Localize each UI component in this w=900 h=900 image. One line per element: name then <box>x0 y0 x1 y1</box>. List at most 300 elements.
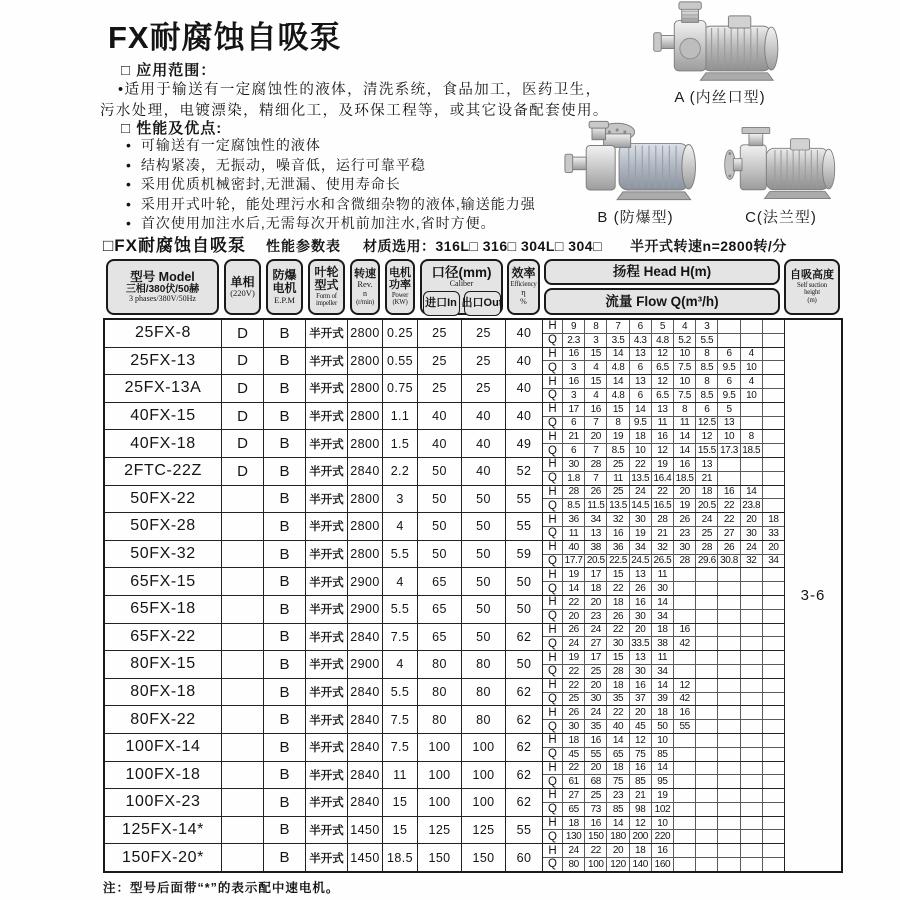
single-phase-cell <box>222 624 264 651</box>
hq-value-cell: 35 <box>585 720 607 733</box>
impeller-type-cell: 半开式 <box>306 458 348 485</box>
hq-value-cell: 14 <box>674 430 696 443</box>
hq-value-cell: 21 <box>696 472 718 485</box>
hq-value-cell: 20 <box>630 624 652 637</box>
hq-label-cell: Q <box>543 472 563 485</box>
flow-subrow <box>543 665 784 678</box>
inlet-cell: 25 <box>418 375 462 402</box>
speed-cell: 2800 <box>348 375 383 402</box>
col-header-head-label: 扬程 Head H(m) <box>612 264 712 280</box>
hq-value-cell: 21 <box>563 430 585 443</box>
hq-value-cell: 15 <box>607 651 629 664</box>
pump-photo-threaded-icon <box>650 0 790 84</box>
flow-subrow <box>543 361 784 374</box>
single-phase-cell <box>222 844 264 871</box>
hq-value-cell: 6 <box>718 348 740 361</box>
col-header-efficiency-en: Efficiency <box>510 280 537 288</box>
hq-value-cell: 11 <box>652 417 674 430</box>
hq-value-cell: 8 <box>696 348 718 361</box>
hq-value-cell: 23 <box>585 610 607 623</box>
hq-value-cell: 26 <box>718 541 740 554</box>
hq-value-cell: 33 <box>768 527 779 539</box>
epm-motor-cell: B <box>264 596 306 623</box>
hq-value-cell: 32 <box>741 555 763 568</box>
hq-value-cell: 26 <box>585 486 607 499</box>
table-row <box>105 844 784 871</box>
efficiency-cell: 62 <box>506 624 543 651</box>
table-row <box>105 596 784 624</box>
epm-motor-cell: B <box>264 844 306 871</box>
hq-value-cell: 7.5 <box>674 389 696 402</box>
hq-value-cell: 22 <box>652 486 674 499</box>
col-header-caliber-en: Caliber <box>449 279 474 289</box>
hq-value-cell: 6.5 <box>652 389 674 402</box>
hq-value-cell <box>718 320 740 333</box>
hq-value-cell <box>674 762 696 775</box>
col-header-model-en: 3 phases/380V/50Hz <box>129 294 196 304</box>
hq-value-cell <box>763 444 784 457</box>
single-phase-cell <box>222 706 264 733</box>
epm-motor-cell: B <box>264 513 306 540</box>
hq-value-cell: 27 <box>563 789 585 802</box>
head-flow-grid <box>543 651 784 678</box>
hq-value-cell <box>741 748 763 761</box>
hq-value-cell <box>763 430 784 443</box>
pump-b-label: B (防爆型) <box>597 209 674 226</box>
hq-label-cell: Q <box>543 444 563 457</box>
hq-value-cell: 8 <box>741 430 763 443</box>
hq-value-cell: 10 <box>674 348 696 361</box>
hq-value-cell: 15 <box>585 375 607 388</box>
hq-value-cell: 18.5 <box>741 444 763 457</box>
hq-value-cell: 1.8 <box>563 472 585 485</box>
hq-value-cell: 19 <box>563 568 585 581</box>
power-cell: 1.5 <box>383 430 418 457</box>
hq-value-cell: 7 <box>585 444 607 457</box>
hq-value-cell: 6 <box>563 417 585 430</box>
epm-motor-cell: B <box>264 430 306 457</box>
col-header-flow-label: 流量 Flow Q(m³/h) <box>605 293 719 309</box>
hq-value-cell <box>741 651 763 664</box>
hq-value-cell <box>718 789 740 802</box>
hq-value-cell: 7 <box>607 320 629 333</box>
table-row <box>105 541 784 569</box>
head-flow-grid <box>543 458 784 485</box>
head-flow-grid <box>543 541 784 568</box>
col-header-outlet <box>461 291 503 316</box>
hq-value-cell: 4.8 <box>652 334 674 347</box>
hq-value-cell: 34 <box>630 541 652 554</box>
head-flow-grid <box>543 375 784 402</box>
speed-cell: 2900 <box>348 568 383 595</box>
hq-value-cell: 20 <box>585 762 607 775</box>
impeller-type-cell: 半开式 <box>306 817 348 844</box>
efficiency-cell: 40 <box>506 375 543 402</box>
hq-value-cell: 30 <box>741 527 763 540</box>
model-cell: 40FX-18 <box>105 430 222 457</box>
hq-value-cell <box>741 803 763 816</box>
page-title: FX耐腐蚀自吸泵 <box>108 20 342 55</box>
hq-value-cell: 18 <box>630 844 652 857</box>
hq-label-cell: Q <box>543 637 563 650</box>
hq-value-cell <box>696 844 718 857</box>
hq-value-cell <box>718 803 740 816</box>
hq-value-cell: 14 <box>741 486 763 499</box>
application-heading: □ 应用范围： <box>121 62 217 79</box>
spec-table <box>103 318 843 873</box>
power-cell: 18.5 <box>383 844 418 871</box>
hq-value-cell: 5 <box>718 403 740 416</box>
hq-value-cell <box>763 458 784 471</box>
outlet-cell: 40 <box>462 458 506 485</box>
hq-value-cell: 75 <box>630 748 652 761</box>
head-flow-grid <box>543 706 784 733</box>
power-cell: 4 <box>383 513 418 540</box>
hq-value-cell: 13 <box>630 375 652 388</box>
outlet-cell: 100 <box>462 762 506 789</box>
hq-value-cell: 26.5 <box>652 555 674 568</box>
speed-cell: 2800 <box>348 513 383 540</box>
inlet-cell: 50 <box>418 541 462 568</box>
col-header-epm-zh1: 防爆 <box>272 267 297 282</box>
hq-value-cell: 3 <box>696 320 718 333</box>
hq-value-cell <box>674 748 696 761</box>
flow-subrow <box>543 555 784 568</box>
col-header-speed-unit: (r/min) <box>356 298 374 306</box>
hq-value-cell <box>718 734 740 747</box>
head-subrow <box>543 375 784 389</box>
hq-value-cell <box>696 858 718 871</box>
hq-value-cell: 9.5 <box>718 361 740 374</box>
head-subrow <box>543 706 784 720</box>
hq-value-cell: 6.5 <box>652 361 674 374</box>
outlet-cell: 50 <box>462 624 506 651</box>
col-header-speed-n: n <box>363 288 367 298</box>
hq-value-cell <box>763 486 784 499</box>
hq-value-cell: 3.5 <box>607 334 629 347</box>
hq-value-cell: 11 <box>652 651 674 664</box>
hq-value-cell <box>696 706 718 719</box>
hq-value-cell <box>741 458 763 471</box>
head-subrow <box>543 762 784 776</box>
hq-value-cell: 12 <box>630 817 652 830</box>
table-row <box>105 348 784 376</box>
impeller-type-cell: 半开式 <box>306 541 348 568</box>
head-subrow <box>543 486 784 500</box>
col-header-suction-unit: (m) <box>807 296 817 304</box>
single-phase-cell <box>222 541 264 568</box>
hq-value-cell <box>718 748 740 761</box>
hq-value-cell <box>763 334 784 347</box>
speed-cell: 1450 <box>348 844 383 871</box>
hq-value-cell: 10 <box>652 734 674 747</box>
outlet-cell: 50 <box>462 568 506 595</box>
inlet-cell: 25 <box>418 320 462 347</box>
hq-value-cell: 34 <box>768 555 779 567</box>
inlet-cell: 40 <box>418 403 462 430</box>
hq-label-cell: Q <box>543 582 563 595</box>
single-phase-cell <box>222 789 264 816</box>
hq-value-cell: 18 <box>607 679 629 692</box>
model-cell: 25FX-13 <box>105 348 222 375</box>
hq-value-cell: 15 <box>607 568 629 581</box>
power-cell: 7.5 <box>383 624 418 651</box>
hq-value-cell: 14 <box>563 582 585 595</box>
power-cell: 15 <box>383 789 418 816</box>
hq-value-cell <box>741 762 763 775</box>
hq-label-cell: Q <box>543 417 563 430</box>
hq-value-cell: 20.5 <box>585 555 607 568</box>
hq-value-cell <box>741 610 763 623</box>
single-phase-cell <box>222 817 264 844</box>
head-flow-grid <box>543 789 784 816</box>
hq-value-cell: 4.8 <box>607 389 629 402</box>
hq-value-cell: 22.5 <box>607 555 629 568</box>
hq-value-cell: 7 <box>585 472 607 485</box>
model-cell: 80FX-18 <box>105 679 222 706</box>
hq-value-cell: 20 <box>585 430 607 443</box>
single-phase-cell <box>222 734 264 761</box>
col-header-suction-en1: Self suction <box>797 281 827 289</box>
hq-label-cell: H <box>543 430 563 443</box>
hq-value-cell <box>718 637 740 650</box>
single-phase-cell <box>222 568 264 595</box>
hq-label-cell: Q <box>543 720 563 733</box>
head-subrow <box>543 513 784 527</box>
hq-value-cell <box>741 817 763 830</box>
head-subrow <box>543 320 784 334</box>
hq-value-cell: 20 <box>768 541 779 553</box>
feature-item: • 采用优质机械密封,无泄漏、使用寿命长 <box>126 175 686 195</box>
speed-cell: 2840 <box>348 706 383 733</box>
hq-value-cell: 38 <box>585 541 607 554</box>
speed-cell: 2840 <box>348 734 383 761</box>
hq-value-cell <box>763 775 784 788</box>
hq-value-cell <box>696 817 718 830</box>
efficiency-cell: 59 <box>506 541 543 568</box>
col-header-single-phase <box>224 259 261 315</box>
col-header-inlet-label: 进口In <box>425 297 457 310</box>
hq-value-cell: 8.5 <box>696 389 718 402</box>
col-header-impeller-zh1: 叶轮 <box>314 264 339 279</box>
caption-product-name: □FX耐腐蚀自吸泵 <box>103 236 246 255</box>
col-header-epm-zh2: 电机 <box>272 281 297 296</box>
hq-value-cell <box>674 844 696 857</box>
footnote: 注：型号后面带“*”的表示配中速电机。 <box>103 881 340 895</box>
flow-subrow <box>543 720 784 733</box>
efficiency-cell: 40 <box>506 348 543 375</box>
outlet-cell: 50 <box>462 486 506 513</box>
hq-value-cell: 13 <box>652 403 674 416</box>
hq-value-cell <box>718 582 740 595</box>
hq-value-cell <box>763 720 784 733</box>
hq-value-cell: 6 <box>718 375 740 388</box>
hq-label-cell: H <box>543 734 563 747</box>
hq-value-cell <box>763 582 784 595</box>
hq-label-cell: H <box>543 568 563 581</box>
hq-value-cell <box>763 320 784 333</box>
efficiency-cell: 55 <box>506 817 543 844</box>
efficiency-cell: 62 <box>506 734 543 761</box>
hq-value-cell: 65 <box>563 803 585 816</box>
hq-value-cell <box>718 775 740 788</box>
hq-value-cell <box>741 734 763 747</box>
hq-value-cell: 14 <box>607 375 629 388</box>
flow-subrow <box>543 417 784 430</box>
head-subrow <box>543 596 784 610</box>
hq-value-cell: 20 <box>630 706 652 719</box>
hq-value-cell <box>763 789 784 802</box>
power-cell: 3 <box>383 486 418 513</box>
hq-value-cell: 36 <box>563 513 585 526</box>
hq-value-cell <box>718 706 740 719</box>
model-cell: 50FX-32 <box>105 541 222 568</box>
single-phase-cell <box>222 513 264 540</box>
table-row <box>105 513 784 541</box>
speed-cell: 2800 <box>348 348 383 375</box>
speed-cell: 2840 <box>348 789 383 816</box>
hq-value-cell <box>763 706 784 719</box>
hq-value-cell: 16 <box>607 527 629 540</box>
head-subrow <box>543 348 784 362</box>
hq-value-cell: 4 <box>674 320 696 333</box>
hq-value-cell: 8 <box>585 320 607 333</box>
outlet-cell: 50 <box>462 541 506 568</box>
hq-value-cell <box>763 499 784 512</box>
hq-value-cell: 28 <box>607 665 629 678</box>
single-phase-cell: D <box>222 348 264 375</box>
outlet-cell: 80 <box>462 651 506 678</box>
hq-value-cell: 25 <box>607 486 629 499</box>
feature-item: • 结构紧凑，无振动，噪音低，运行可靠平稳 <box>126 156 686 176</box>
hq-value-cell: 160 <box>652 858 674 871</box>
hq-value-cell <box>741 334 763 347</box>
hq-value-cell: 24 <box>585 624 607 637</box>
inlet-cell: 150 <box>418 844 462 871</box>
flow-subrow <box>543 830 784 843</box>
hq-value-cell: 16 <box>585 403 607 416</box>
table-row <box>105 817 784 845</box>
caption-speed-note: 半开式转速n=2800转/分 <box>630 238 787 254</box>
head-subrow <box>543 624 784 638</box>
epm-motor-cell: B <box>264 486 306 513</box>
hq-value-cell: 10 <box>674 375 696 388</box>
col-header-speed-en: Rev. <box>357 279 373 290</box>
impeller-type-cell: 半开式 <box>306 651 348 678</box>
efficiency-cell: 52 <box>506 458 543 485</box>
hq-value-cell <box>696 830 718 843</box>
col-header-suction <box>784 259 840 315</box>
flow-subrow <box>543 472 784 485</box>
epm-motor-cell: B <box>264 348 306 375</box>
model-cell: 2FTC-22Z <box>105 458 222 485</box>
hq-value-cell: 20 <box>607 844 629 857</box>
flow-subrow <box>543 748 784 761</box>
hq-value-cell: 17.3 <box>718 444 740 457</box>
hq-value-cell <box>741 417 763 430</box>
table-row <box>105 430 784 458</box>
inlet-cell: 100 <box>418 762 462 789</box>
outlet-cell: 150 <box>462 844 506 871</box>
hq-value-cell <box>763 568 784 581</box>
power-cell: 7.5 <box>383 734 418 761</box>
outlet-cell: 80 <box>462 706 506 733</box>
hq-value-cell <box>696 665 718 678</box>
hq-value-cell: 12 <box>696 430 718 443</box>
flow-subrow <box>543 610 784 623</box>
head-flow-grid <box>543 486 784 513</box>
hq-value-cell: 27 <box>585 637 607 650</box>
hq-label-cell: Q <box>543 499 563 512</box>
hq-value-cell: 21 <box>652 527 674 540</box>
model-cell: 25FX-8 <box>105 320 222 347</box>
table-row <box>105 320 784 348</box>
application-line: 污水处理，电镀漂染，精细化工，及环保工程等，或其它设备配套使用。 <box>100 103 609 119</box>
table-row <box>105 624 784 652</box>
hq-value-cell <box>674 803 696 816</box>
hq-value-cell: 3 <box>585 334 607 347</box>
hq-value-cell <box>763 472 784 485</box>
hq-value-cell: 16.4 <box>652 472 674 485</box>
hq-label-cell: H <box>543 706 563 719</box>
hq-value-cell: 16 <box>630 762 652 775</box>
hq-value-cell <box>718 610 740 623</box>
hq-value-cell: 4 <box>585 361 607 374</box>
hq-label-cell: H <box>543 844 563 857</box>
hq-value-cell: 21 <box>630 789 652 802</box>
hq-value-cell: 38 <box>652 637 674 650</box>
col-header-speed-zh: 转速 <box>354 267 376 280</box>
model-cell: 65FX-15 <box>105 568 222 595</box>
head-subrow <box>543 430 784 444</box>
model-cell: 125FX-14* <box>105 817 222 844</box>
head-subrow <box>543 734 784 748</box>
col-header-impeller-en2: impeller <box>315 300 338 308</box>
inlet-cell: 25 <box>418 348 462 375</box>
table-row <box>105 486 784 514</box>
hq-label-cell: Q <box>543 830 563 843</box>
impeller-type-cell: 半开式 <box>306 706 348 733</box>
speed-cell: 2800 <box>348 403 383 430</box>
col-header-model-sub: 三相/380伏/50赫 <box>125 283 200 295</box>
hq-value-cell: 15.5 <box>696 444 718 457</box>
hq-value-cell <box>718 693 740 706</box>
hq-value-cell: 40 <box>563 541 585 554</box>
table-row <box>105 789 784 817</box>
caption-material-options: 材质选用：316L□ 316□ 304L□ 304□ <box>363 238 603 254</box>
inlet-cell: 80 <box>418 679 462 706</box>
hq-value-cell: 2.3 <box>563 334 585 347</box>
impeller-type-cell: 半开式 <box>306 320 348 347</box>
col-header-model <box>106 259 219 315</box>
hq-value-cell: 34 <box>652 610 674 623</box>
single-phase-cell: D <box>222 375 264 402</box>
epm-motor-cell: B <box>264 817 306 844</box>
impeller-type-cell: 半开式 <box>306 762 348 789</box>
hq-value-cell: 180 <box>607 830 629 843</box>
hq-value-cell: 30 <box>585 693 607 706</box>
hq-value-cell: 23 <box>674 527 696 540</box>
table-row <box>105 734 784 762</box>
hq-value-cell: 10 <box>652 817 674 830</box>
hq-value-cell: 140 <box>630 858 652 871</box>
hq-value-cell: 32 <box>607 513 629 526</box>
hq-value-cell <box>741 858 763 871</box>
inlet-cell: 50 <box>418 486 462 513</box>
hq-value-cell: 18.5 <box>674 472 696 485</box>
epm-motor-cell: B <box>264 679 306 706</box>
hq-value-cell: 22 <box>563 762 585 775</box>
